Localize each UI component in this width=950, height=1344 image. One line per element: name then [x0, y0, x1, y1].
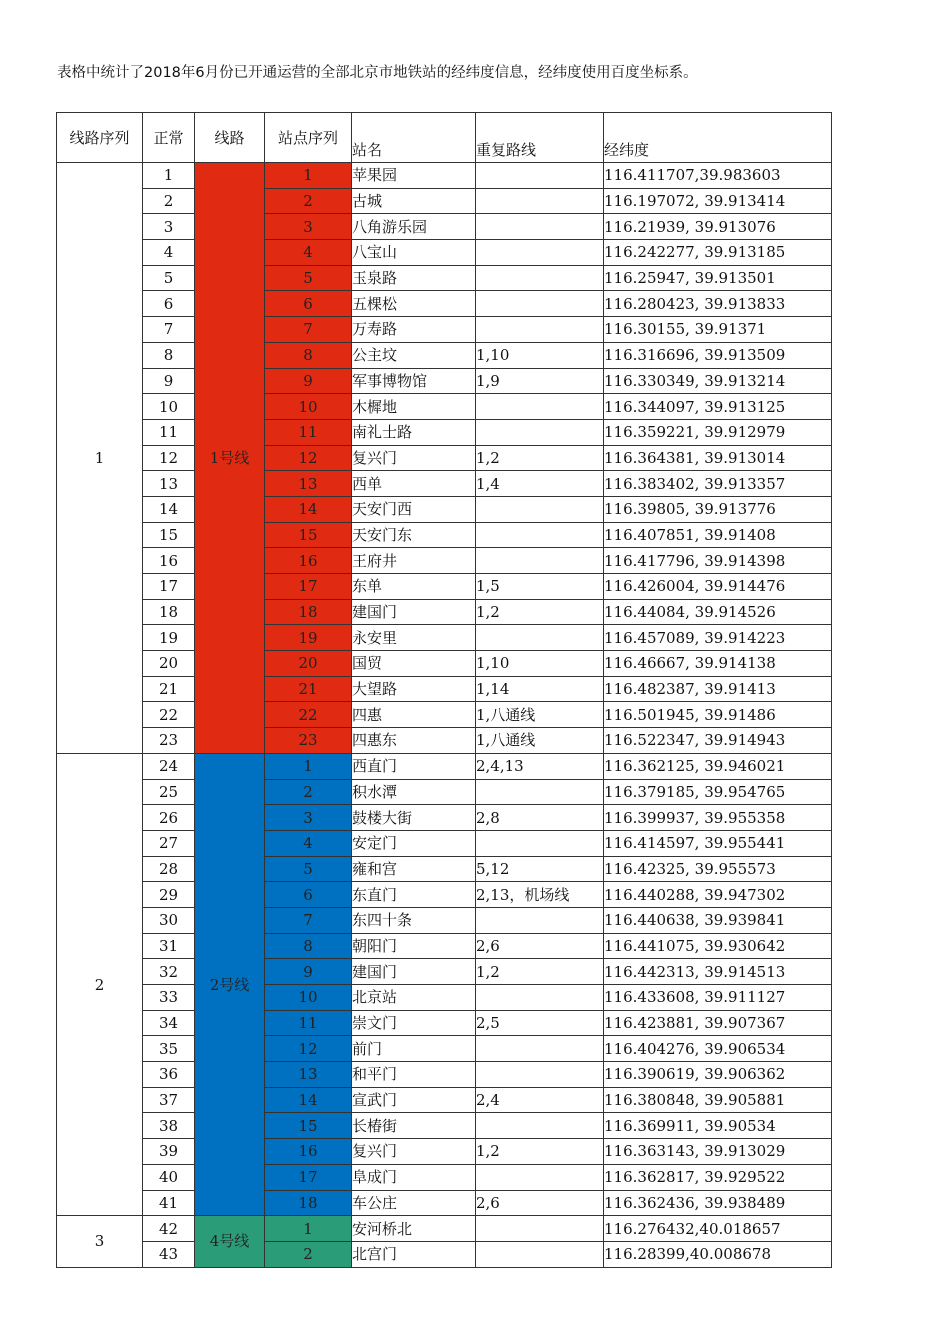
table-row — [57, 368, 832, 394]
coordinates-cell: 116.316696, 39.913509 — [604, 342, 832, 368]
line-name-cell: 2号线 — [195, 753, 265, 1215]
header-station-seq: 站点序列 — [265, 113, 352, 163]
coordinates-cell: 116.330349, 39.913214 — [604, 368, 832, 394]
duplicate-lines-cell: 1,2 — [476, 445, 604, 471]
duplicate-lines-cell — [476, 625, 604, 651]
normal-index-cell: 16 — [143, 548, 195, 574]
normal-index-cell: 27 — [143, 830, 195, 856]
table-body — [57, 163, 832, 1268]
station-name-cell: 木樨地 — [352, 394, 476, 420]
normal-index-cell: 14 — [143, 496, 195, 522]
duplicate-lines-cell — [476, 1113, 604, 1139]
coordinates-cell: 116.522347, 39.914943 — [604, 728, 832, 754]
station-seq-cell: 14 — [265, 496, 352, 522]
coordinates-cell: 116.46667, 39.914138 — [604, 651, 832, 677]
station-seq-cell: 7 — [265, 317, 352, 343]
station-name-cell: 建国门 — [352, 599, 476, 625]
normal-index-cell: 33 — [143, 985, 195, 1011]
coordinates-cell: 116.276432,40.018657 — [604, 1216, 832, 1242]
table-row — [57, 933, 832, 959]
coordinates-cell: 116.379185, 39.954765 — [604, 779, 832, 805]
coordinates-cell: 116.242277, 39.913185 — [604, 240, 832, 266]
station-seq-cell: 19 — [265, 625, 352, 651]
coordinates-cell: 116.344097, 39.913125 — [604, 394, 832, 420]
station-name-cell: 玉泉路 — [352, 265, 476, 291]
table-row — [57, 907, 832, 933]
normal-index-cell: 31 — [143, 933, 195, 959]
table-row — [57, 882, 832, 908]
coordinates-cell: 116.363143, 39.913029 — [604, 1139, 832, 1165]
coordinates-cell: 116.39805, 39.913776 — [604, 496, 832, 522]
metro-station-table — [56, 112, 832, 1268]
duplicate-lines-cell — [476, 394, 604, 420]
normal-index-cell: 21 — [143, 676, 195, 702]
normal-index-cell: 5 — [143, 265, 195, 291]
intro-text: 表格中统计了2018年6月份已开通运营的全部北京市地铁站的经纬度信息，经纬度使用百度坐标系。 — [57, 65, 698, 81]
normal-index-cell: 12 — [143, 445, 195, 471]
table-row — [57, 574, 832, 600]
coordinates-cell: 116.482387, 39.91413 — [604, 676, 832, 702]
station-name-cell: 永安里 — [352, 625, 476, 651]
station-seq-cell: 5 — [265, 265, 352, 291]
duplicate-lines-cell: 2,8 — [476, 805, 604, 831]
table-row — [57, 805, 832, 831]
station-seq-cell: 1 — [265, 753, 352, 779]
station-seq-cell: 4 — [265, 240, 352, 266]
station-name-cell: 国贸 — [352, 651, 476, 677]
station-name-cell: 建国门 — [352, 959, 476, 985]
coordinates-cell: 116.28399,40.008678 — [604, 1241, 832, 1267]
station-name-cell: 阜成门 — [352, 1164, 476, 1190]
station-seq-cell: 6 — [265, 882, 352, 908]
coordinates-cell: 116.399937, 39.955358 — [604, 805, 832, 831]
station-seq-cell: 16 — [265, 1139, 352, 1165]
table-row — [57, 214, 832, 240]
coordinates-cell: 116.442313, 39.914513 — [604, 959, 832, 985]
normal-index-cell: 9 — [143, 368, 195, 394]
duplicate-lines-cell: 1,14 — [476, 676, 604, 702]
table-row — [57, 625, 832, 651]
coordinates-cell: 116.359221, 39.912979 — [604, 419, 832, 445]
duplicate-lines-cell — [476, 291, 604, 317]
duplicate-lines-cell — [476, 1164, 604, 1190]
duplicate-lines-cell — [476, 1241, 604, 1267]
table-row — [57, 728, 832, 754]
station-name-cell: 天安门西 — [352, 496, 476, 522]
duplicate-lines-cell — [476, 419, 604, 445]
table-row — [57, 394, 832, 420]
station-seq-cell: 10 — [265, 985, 352, 1011]
coordinates-cell: 116.390619, 39.906362 — [604, 1062, 832, 1088]
coordinates-cell: 116.380848, 39.905881 — [604, 1087, 832, 1113]
table-row — [57, 702, 832, 728]
station-seq-cell: 6 — [265, 291, 352, 317]
duplicate-lines-cell — [476, 1216, 604, 1242]
coordinates-cell: 116.383402, 39.913357 — [604, 471, 832, 497]
duplicate-lines-cell — [476, 317, 604, 343]
station-name-cell: 五棵松 — [352, 291, 476, 317]
header-coordinates: 经纬度 — [604, 113, 832, 163]
line-name-cell: 4号线 — [195, 1216, 265, 1267]
coordinates-cell: 116.414597, 39.955441 — [604, 830, 832, 856]
table-row — [57, 753, 832, 779]
coordinates-cell: 116.30155, 39.91371 — [604, 317, 832, 343]
station-name-cell: 八宝山 — [352, 240, 476, 266]
station-name-cell: 朝阳门 — [352, 933, 476, 959]
coordinates-cell: 116.417796, 39.914398 — [604, 548, 832, 574]
duplicate-lines-cell — [476, 907, 604, 933]
coordinates-cell: 116.407851, 39.91408 — [604, 522, 832, 548]
station-name-cell: 东直门 — [352, 882, 476, 908]
table-row — [57, 317, 832, 343]
header-line-seq: 线路序列 — [57, 113, 143, 163]
normal-index-cell: 40 — [143, 1164, 195, 1190]
station-name-cell: 八角游乐园 — [352, 214, 476, 240]
duplicate-lines-cell: 2,4,13 — [476, 753, 604, 779]
coordinates-cell: 116.433608, 39.911127 — [604, 985, 832, 1011]
station-seq-cell: 16 — [265, 548, 352, 574]
normal-index-cell: 30 — [143, 907, 195, 933]
coordinates-cell: 116.411707,39.983603 — [604, 163, 832, 189]
normal-index-cell: 15 — [143, 522, 195, 548]
duplicate-lines-cell — [476, 1036, 604, 1062]
duplicate-lines-cell: 1,5 — [476, 574, 604, 600]
table-row — [57, 856, 832, 882]
station-seq-cell: 1 — [265, 163, 352, 189]
duplicate-lines-cell: 1,4 — [476, 471, 604, 497]
station-seq-cell: 18 — [265, 599, 352, 625]
coordinates-cell: 116.423881, 39.907367 — [604, 1010, 832, 1036]
station-seq-cell: 12 — [265, 1036, 352, 1062]
normal-index-cell: 24 — [143, 753, 195, 779]
table-row — [57, 496, 832, 522]
table-row — [57, 1164, 832, 1190]
coordinates-cell: 116.21939, 39.913076 — [604, 214, 832, 240]
station-seq-cell: 20 — [265, 651, 352, 677]
station-seq-cell: 7 — [265, 907, 352, 933]
normal-index-cell: 1 — [143, 163, 195, 189]
table-row — [57, 548, 832, 574]
table-row — [57, 1139, 832, 1165]
table-row — [57, 1087, 832, 1113]
station-seq-cell: 8 — [265, 933, 352, 959]
duplicate-lines-cell — [476, 188, 604, 214]
station-seq-cell: 8 — [265, 342, 352, 368]
station-name-cell: 西直门 — [352, 753, 476, 779]
coordinates-cell: 116.457089, 39.914223 — [604, 625, 832, 651]
table-row — [57, 163, 832, 189]
station-seq-cell: 13 — [265, 1062, 352, 1088]
coordinates-cell: 116.364381, 39.913014 — [604, 445, 832, 471]
table-row — [57, 265, 832, 291]
station-seq-cell: 1 — [265, 1216, 352, 1242]
table-row — [57, 1241, 832, 1267]
duplicate-lines-cell — [476, 240, 604, 266]
station-seq-cell: 14 — [265, 1087, 352, 1113]
normal-index-cell: 38 — [143, 1113, 195, 1139]
station-name-cell: 四惠 — [352, 702, 476, 728]
station-seq-cell: 15 — [265, 1113, 352, 1139]
station-name-cell: 苹果园 — [352, 163, 476, 189]
station-name-cell: 复兴门 — [352, 445, 476, 471]
duplicate-lines-cell — [476, 496, 604, 522]
station-name-cell: 万寿路 — [352, 317, 476, 343]
station-seq-cell: 2 — [265, 779, 352, 805]
station-seq-cell: 10 — [265, 394, 352, 420]
station-seq-cell: 17 — [265, 1164, 352, 1190]
normal-index-cell: 20 — [143, 651, 195, 677]
table-row — [57, 599, 832, 625]
station-name-cell: 积水潭 — [352, 779, 476, 805]
table-row — [57, 419, 832, 445]
coordinates-cell: 116.501945, 39.91486 — [604, 702, 832, 728]
normal-index-cell: 11 — [143, 419, 195, 445]
station-seq-cell: 3 — [265, 805, 352, 831]
station-seq-cell: 22 — [265, 702, 352, 728]
table-row — [57, 1062, 832, 1088]
station-seq-cell: 11 — [265, 1010, 352, 1036]
normal-index-cell: 23 — [143, 728, 195, 754]
station-seq-cell: 2 — [265, 188, 352, 214]
duplicate-lines-cell — [476, 1062, 604, 1088]
duplicate-lines-cell — [476, 548, 604, 574]
duplicate-lines-cell: 5,12 — [476, 856, 604, 882]
station-name-cell: 东单 — [352, 574, 476, 600]
normal-index-cell: 36 — [143, 1062, 195, 1088]
duplicate-lines-cell — [476, 779, 604, 805]
station-name-cell: 和平门 — [352, 1062, 476, 1088]
normal-index-cell: 17 — [143, 574, 195, 600]
station-name-cell: 古城 — [352, 188, 476, 214]
table-row — [57, 1010, 832, 1036]
line-seq-cell: 2 — [57, 753, 143, 1215]
station-seq-cell: 11 — [265, 419, 352, 445]
duplicate-lines-cell — [476, 985, 604, 1011]
normal-index-cell: 4 — [143, 240, 195, 266]
duplicate-lines-cell: 1,八通线 — [476, 728, 604, 754]
table-row — [57, 1216, 832, 1242]
station-name-cell: 大望路 — [352, 676, 476, 702]
duplicate-lines-cell: 2,5 — [476, 1010, 604, 1036]
station-name-cell: 长椿街 — [352, 1113, 476, 1139]
station-name-cell: 安定门 — [352, 830, 476, 856]
station-seq-cell: 2 — [265, 1241, 352, 1267]
duplicate-lines-cell — [476, 214, 604, 240]
station-name-cell: 东四十条 — [352, 907, 476, 933]
station-seq-cell: 13 — [265, 471, 352, 497]
station-name-cell: 鼓楼大街 — [352, 805, 476, 831]
coordinates-cell: 116.404276, 39.906534 — [604, 1036, 832, 1062]
coordinates-cell: 116.440638, 39.939841 — [604, 907, 832, 933]
line-seq-cell: 3 — [57, 1216, 143, 1267]
normal-index-cell: 18 — [143, 599, 195, 625]
coordinates-cell: 116.362125, 39.946021 — [604, 753, 832, 779]
station-name-cell: 天安门东 — [352, 522, 476, 548]
duplicate-lines-cell — [476, 163, 604, 189]
station-name-cell: 军事博物馆 — [352, 368, 476, 394]
station-name-cell: 南礼士路 — [352, 419, 476, 445]
table-row — [57, 471, 832, 497]
station-name-cell: 西单 — [352, 471, 476, 497]
normal-index-cell: 6 — [143, 291, 195, 317]
station-seq-cell: 15 — [265, 522, 352, 548]
station-seq-cell: 3 — [265, 214, 352, 240]
normal-index-cell: 2 — [143, 188, 195, 214]
table-row — [57, 985, 832, 1011]
station-name-cell: 北京站 — [352, 985, 476, 1011]
normal-index-cell: 29 — [143, 882, 195, 908]
duplicate-lines-cell: 1,10 — [476, 342, 604, 368]
header-duplicate-lines: 重复路线 — [476, 113, 604, 163]
normal-index-cell: 34 — [143, 1010, 195, 1036]
normal-index-cell: 13 — [143, 471, 195, 497]
coordinates-cell: 116.42325, 39.955573 — [604, 856, 832, 882]
station-name-cell: 四惠东 — [352, 728, 476, 754]
header-station-name: 站名 — [352, 113, 476, 163]
table-header-row — [57, 113, 832, 163]
station-seq-cell: 4 — [265, 830, 352, 856]
station-name-cell: 复兴门 — [352, 1139, 476, 1165]
duplicate-lines-cell: 1,9 — [476, 368, 604, 394]
station-name-cell: 车公庄 — [352, 1190, 476, 1216]
coordinates-cell: 116.44084, 39.914526 — [604, 599, 832, 625]
normal-index-cell: 25 — [143, 779, 195, 805]
normal-index-cell: 32 — [143, 959, 195, 985]
duplicate-lines-cell: 1,10 — [476, 651, 604, 677]
table-row — [57, 1036, 832, 1062]
normal-index-cell: 28 — [143, 856, 195, 882]
station-name-cell: 安河桥北 — [352, 1216, 476, 1242]
table-row — [57, 522, 832, 548]
station-seq-cell: 9 — [265, 368, 352, 394]
station-seq-cell: 17 — [265, 574, 352, 600]
duplicate-lines-cell: 1,2 — [476, 959, 604, 985]
table-row — [57, 342, 832, 368]
normal-index-cell: 8 — [143, 342, 195, 368]
table-row — [57, 240, 832, 266]
coordinates-cell: 116.369911, 39.90534 — [604, 1113, 832, 1139]
table-row — [57, 291, 832, 317]
normal-index-cell: 10 — [143, 394, 195, 420]
table-row — [57, 651, 832, 677]
station-name-cell: 北宫门 — [352, 1241, 476, 1267]
coordinates-cell: 116.441075, 39.930642 — [604, 933, 832, 959]
station-name-cell: 宣武门 — [352, 1087, 476, 1113]
station-seq-cell: 12 — [265, 445, 352, 471]
coordinates-cell: 116.280423, 39.913833 — [604, 291, 832, 317]
header-line: 线路 — [195, 113, 265, 163]
coordinates-cell: 116.426004, 39.914476 — [604, 574, 832, 600]
coordinates-cell: 116.197072, 39.913414 — [604, 188, 832, 214]
normal-index-cell: 35 — [143, 1036, 195, 1062]
table-row — [57, 779, 832, 805]
table-row — [57, 188, 832, 214]
coordinates-cell: 116.362436, 39.938489 — [604, 1190, 832, 1216]
normal-index-cell: 43 — [143, 1241, 195, 1267]
station-seq-cell: 5 — [265, 856, 352, 882]
duplicate-lines-cell: 2,4 — [476, 1087, 604, 1113]
duplicate-lines-cell — [476, 265, 604, 291]
normal-index-cell: 37 — [143, 1087, 195, 1113]
station-seq-cell: 9 — [265, 959, 352, 985]
table-row — [57, 445, 832, 471]
table-row — [57, 959, 832, 985]
station-seq-cell: 21 — [265, 676, 352, 702]
duplicate-lines-cell: 2,6 — [476, 1190, 604, 1216]
station-seq-cell: 23 — [265, 728, 352, 754]
station-name-cell: 王府井 — [352, 548, 476, 574]
coordinates-cell: 116.25947, 39.913501 — [604, 265, 832, 291]
normal-index-cell: 26 — [143, 805, 195, 831]
duplicate-lines-cell — [476, 522, 604, 548]
table-row — [57, 676, 832, 702]
station-name-cell: 崇文门 — [352, 1010, 476, 1036]
table-row — [57, 1113, 832, 1139]
normal-index-cell: 41 — [143, 1190, 195, 1216]
station-name-cell: 前门 — [352, 1036, 476, 1062]
coordinates-cell: 116.440288, 39.947302 — [604, 882, 832, 908]
header-normal: 正常 — [143, 113, 195, 163]
coordinates-cell: 116.362817, 39.929522 — [604, 1164, 832, 1190]
table-row — [57, 830, 832, 856]
line-name-cell: 1号线 — [195, 163, 265, 754]
normal-index-cell: 42 — [143, 1216, 195, 1242]
normal-index-cell: 3 — [143, 214, 195, 240]
duplicate-lines-cell: 1,八通线 — [476, 702, 604, 728]
duplicate-lines-cell: 1,2 — [476, 1139, 604, 1165]
station-name-cell: 公主坟 — [352, 342, 476, 368]
station-seq-cell: 18 — [265, 1190, 352, 1216]
duplicate-lines-cell: 1,2 — [476, 599, 604, 625]
duplicate-lines-cell: 2,13，机场线 — [476, 882, 604, 908]
table-row — [57, 1190, 832, 1216]
line-seq-cell: 1 — [57, 163, 143, 754]
duplicate-lines-cell — [476, 830, 604, 856]
station-name-cell: 雍和宫 — [352, 856, 476, 882]
normal-index-cell: 22 — [143, 702, 195, 728]
normal-index-cell: 39 — [143, 1139, 195, 1165]
duplicate-lines-cell: 2,6 — [476, 933, 604, 959]
normal-index-cell: 7 — [143, 317, 195, 343]
normal-index-cell: 19 — [143, 625, 195, 651]
